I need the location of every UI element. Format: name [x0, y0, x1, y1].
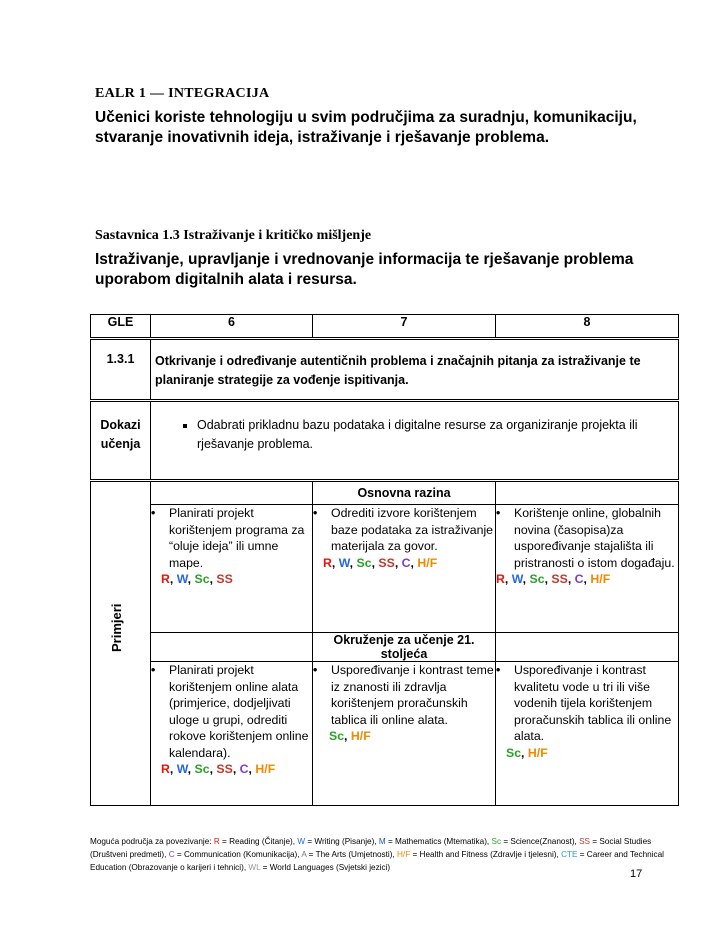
footnote-code: CTE: [561, 850, 578, 859]
evidence-row: [91, 401, 679, 481]
code-c: C: [574, 572, 584, 586]
code-hf: H/F: [255, 762, 276, 776]
code-sc: Sc: [356, 555, 372, 570]
bullet: •: [313, 663, 318, 677]
examples-label-cell: [91, 481, 151, 806]
codes: R, W, Sc, SS, C, H/F: [323, 555, 438, 570]
bullet: •: [496, 663, 501, 677]
header-gle: GLE: [91, 315, 151, 339]
code-hf: H/F: [350, 729, 371, 743]
code-r: R: [161, 762, 170, 776]
footnote-code-desc: = Reading (Čitanje),: [219, 837, 298, 846]
code-w: W: [176, 762, 188, 776]
page-number: 17: [630, 868, 643, 880]
footnote-code-desc: = Health and Fitness (Zdravlje i tjelesni),: [410, 850, 562, 859]
code-sc: Sc: [194, 762, 210, 776]
footnote-code: WL: [248, 863, 261, 872]
section-title-row-basic: [91, 481, 679, 505]
code-c: C: [239, 762, 249, 776]
bullet: •: [496, 506, 501, 520]
codes: Sc, H/F: [329, 729, 371, 743]
example-basic-grade-7: • Odrediti izvore korištenjem baze podataka za istraživanje materijala za govor. R, W, Sc, SS, C, H/F: [313, 505, 496, 633]
example-21c-grade-6: • Planirati projekt korištenjem online alata (primjerice, dodjeljivati uloge u grupi, odrediti rokove korištenjem online kalendara). R, W, Sc, SS, C, H/F: [151, 662, 313, 806]
footnote: [90, 835, 690, 874]
footnote-code-desc: = World Languages (Svjetski jezici): [260, 863, 391, 872]
component-title: Istraživanje, upravljanje i vrednovanje informacija te rješavanje problema uporabom digitalnih alata i resursa.: [95, 251, 634, 288]
section-title-row-21c: [91, 633, 679, 662]
example-basic-grade-6: • Planirati projekt korištenjem programa za “oluje ideja” ili umne mape. R, W, Sc, SS: [151, 505, 313, 633]
bullet: •: [313, 506, 318, 520]
footnote-code-desc: = Writing (Pisanje),: [305, 837, 379, 846]
footnote-code-desc: = The Arts (Umjetnosti),: [306, 850, 398, 859]
code-ss: SS: [216, 572, 233, 586]
bullet: •: [151, 663, 156, 677]
code-ss: SS: [378, 555, 395, 570]
footnote-intro: Moguća područja za povezivanje:: [90, 837, 212, 846]
table-header-row: [91, 315, 679, 339]
header-grade-6: 6: [151, 315, 313, 339]
footnote-code: M: [378, 837, 386, 846]
standard-code: 1.3.1: [91, 339, 151, 401]
bullet: •: [151, 506, 156, 520]
evidence-label: Dokazi učenja: [91, 401, 151, 481]
code-sc: Sc: [194, 572, 210, 586]
example-21c-grade-7: • Uspoređivanje i kontrast teme iz znanosti ili zdravlja korištenjem proračunskih tablica ili online alata. Sc, H/F: [313, 662, 496, 806]
code-r: R: [323, 555, 332, 570]
footnote-code: W: [297, 837, 306, 846]
component-heading: Sastavnica 1.3 Istraživanje i kritičko mišljenje: [95, 228, 372, 243]
standard-cell: [151, 339, 679, 401]
footnote-code-desc: = Mathematics (Mtematika),: [385, 837, 492, 846]
header-grade-8: 8: [496, 315, 679, 339]
code-hf: H/F: [417, 555, 438, 570]
codes: R, W, Sc, SS, C, H/F: [161, 762, 276, 776]
footnote-code: Sc: [491, 837, 502, 846]
footnote-code: H/F: [397, 850, 411, 859]
header-grade-7: 7: [313, 315, 496, 339]
codes: R, W, Sc, SS, C, H/F: [496, 572, 611, 586]
code-r: R: [161, 572, 170, 586]
codes: Sc, H/F: [506, 745, 548, 760]
ealr-heading: EALR 1 — INTEGRACIJA: [95, 86, 270, 101]
basic-examples-row: [91, 505, 679, 633]
21c-examples-row: [91, 662, 679, 806]
footnote-code-desc: = Communication (Komunikacija),: [174, 850, 302, 859]
code-c: C: [401, 555, 411, 570]
standard-text: Otkrivanje i određivanje autentičnih problema i značajnih pitanja za istraživanje te planiranje strategije za vođenje ispitivanja.: [155, 354, 641, 387]
example-basic-grade-8: • Korištenje online, globalnih novina (časopisa)za uspoređivanje stajališta ili pristranosti o istom događaju. R, W, Sc, SS, C, H/F: [496, 505, 679, 633]
footnote-code-desc: = Social Studies (Društveni predmeti),: [90, 837, 652, 859]
code-w: W: [176, 572, 188, 586]
example-21c-grade-8: • Uspoređivanje i kontrast kvalitetu vode u tri ili više vodenih tijela korištenjem proračunskih tablica ili online alata. Sc, H/F: [496, 662, 679, 806]
codes: R, W, Sc, SS: [161, 572, 233, 586]
footnote-code: SS: [579, 837, 591, 846]
section-title-21c: Okruženje za učenje 21. stoljeća: [313, 633, 496, 662]
ealr-title: Učenici koriste tehnologiju u svim područjima za suradnju, komunikaciju, stvaranje inovativnih ideja, istraživanje i rješavanje problema.: [95, 109, 637, 146]
code-ss: SS: [551, 572, 568, 586]
code-w: W: [338, 555, 350, 570]
code-r: R: [496, 572, 505, 586]
footnote-code: C: [168, 850, 175, 859]
footnote-code-desc: = Science(Znanost),: [501, 837, 580, 846]
examples-label: Primjeri: [109, 603, 124, 652]
footnote-code: R: [213, 837, 220, 846]
evidence-cell: [151, 401, 679, 481]
code-hf: H/F: [590, 572, 611, 586]
section-title-basic: Osnovna razina: [313, 481, 496, 505]
code-sc: Sc: [529, 572, 545, 586]
code-ss: SS: [216, 762, 233, 776]
footnote-code-desc: = Career and Technical Education (Obrazovanje o karijeri i tehnici),: [90, 850, 665, 872]
code-sc: Sc: [329, 729, 345, 743]
standard-row: [91, 339, 679, 401]
code-w: W: [511, 572, 523, 586]
code-sc: Sc: [506, 745, 522, 760]
gle-table: [90, 314, 679, 806]
footnote-code: A: [301, 850, 307, 859]
evidence-item: ▪ Odabrati prikladnu bazu podataka i digitalne resurse za organiziranje projekta ili rješavanje problema.: [197, 416, 668, 454]
code-hf: H/F: [527, 745, 548, 760]
